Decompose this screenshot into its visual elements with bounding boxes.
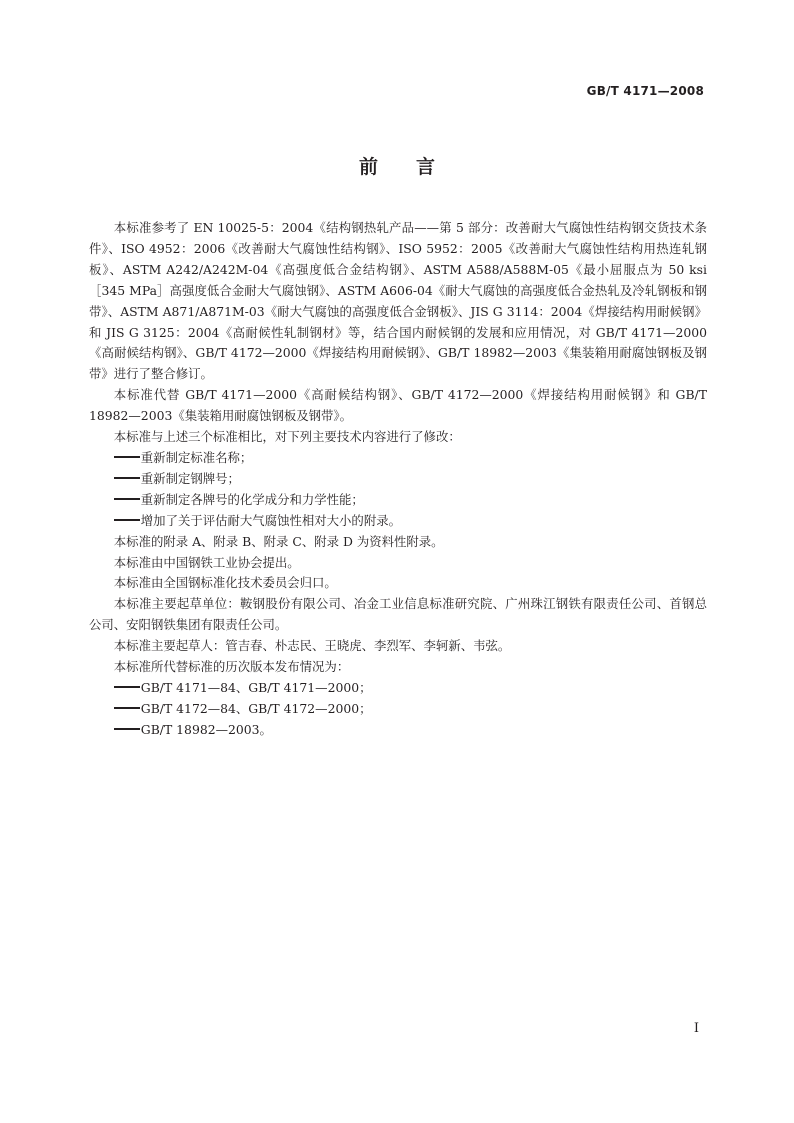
change-item xyxy=(89,511,707,532)
dash-mark xyxy=(114,728,140,730)
dash-mark xyxy=(114,707,140,709)
paragraph-replaces: 本标准代替 GB/T 4171—2000《高耐候结构钢》、GB/T 4172—2000《焊接结构用耐候钢》和 GB/T 18982—2003《集装箱用耐腐蚀钢板及钢带》。 xyxy=(89,387,707,424)
paragraph-drafting-units: 本标准主要起草单位：鞍钢股份有限公司、冶金工业信息标准研究院、广州珠江钢铁有限责任公司、首钢总公司、安阳钢铁集团有限责任公司。 xyxy=(89,596,707,633)
history-item xyxy=(89,678,707,699)
paragraph-proposer: 本标准由中国钢铁工业协会提出。 xyxy=(113,554,300,570)
dash-mark xyxy=(114,456,140,458)
dash-mark xyxy=(114,686,140,688)
change-item-text: 重新制定钢牌号； xyxy=(140,470,240,486)
history-item-text: GB/T 4172—84、GB/T 4172—2000； xyxy=(140,700,372,716)
change-item-text: 增加了关于评估耐大气腐蚀性相对大小的附录。 xyxy=(140,512,401,528)
paragraph-history-intro: 本标准所代替标准的历次版本发布情况为： xyxy=(113,659,350,675)
change-item xyxy=(89,490,707,511)
page-title: 前言 xyxy=(358,156,473,178)
dash-mark xyxy=(114,477,140,479)
paragraph-annexes: 本标准的附录 A、附录 B、附录 C、附录 D 为资料性附录。 xyxy=(113,533,444,549)
paragraph-references: 本标准参考了 EN 10025-5：2004《结构钢热轧产品——第 5 部分：改善耐大气腐蚀性结构钢交货技术条件》、ISO 4952：2006《改善耐大气腐蚀性结构钢》、ISO 5952：2005《改善耐大气腐蚀性结构用热连轧钢板》、ASTM A242/A242M-04《高强度低合金结构钢》、ASTM A588/A588M-05《最小屈服点为 50 ksi［345 MPa］高强度低合金耐大气腐蚀钢》、ASTM A606-04《耐大气腐蚀的高强度低合金热轧及冷轧钢板和钢带》、ASTM A871/A871M-03《耐大气腐蚀的高强度低合金钢板》、JIS G 3114：2004《焊接结构用耐候钢》和 JIS G 3125：2004《高耐候性轧制钢材》等，结合国内耐候钢的发展和应用情况，对 GB/T 4171—2000《高耐候结构钢》、GB/T 4172—2000《焊接结构用耐候钢》、GB/T 18982—2003《集装箱用耐腐蚀钢板及钢带》进行了整合修订。 xyxy=(89,220,707,382)
dash-mark xyxy=(114,498,140,500)
dash-mark xyxy=(114,519,140,521)
page-number: I xyxy=(693,1021,699,1036)
change-item xyxy=(89,448,707,469)
paragraph-drafters: 本标准主要起草人：管吉春、朴志民、王晓虎、李烈军、李轲新、韦弦。 xyxy=(113,638,511,654)
history-item-text: GB/T 18982—2003。 xyxy=(140,721,272,737)
foreword-body xyxy=(89,218,707,741)
change-item xyxy=(89,469,707,490)
paragraph-committee: 本标准由全国钢标准化技术委员会归口。 xyxy=(113,575,337,591)
history-item xyxy=(89,699,707,720)
change-item-text: 重新制定标准名称； xyxy=(140,449,253,465)
paragraph-changes-intro: 本标准与上述三个标准相比，对下列主要技术内容进行了修改： xyxy=(113,429,461,445)
history-item xyxy=(89,720,707,741)
standard-code: GB/T 4171—2008 xyxy=(586,84,704,98)
change-item-text: 重新制定各牌号的化学成分和力学性能； xyxy=(140,491,364,507)
history-item-text: GB/T 4171—84、GB/T 4171—2000； xyxy=(140,679,372,695)
